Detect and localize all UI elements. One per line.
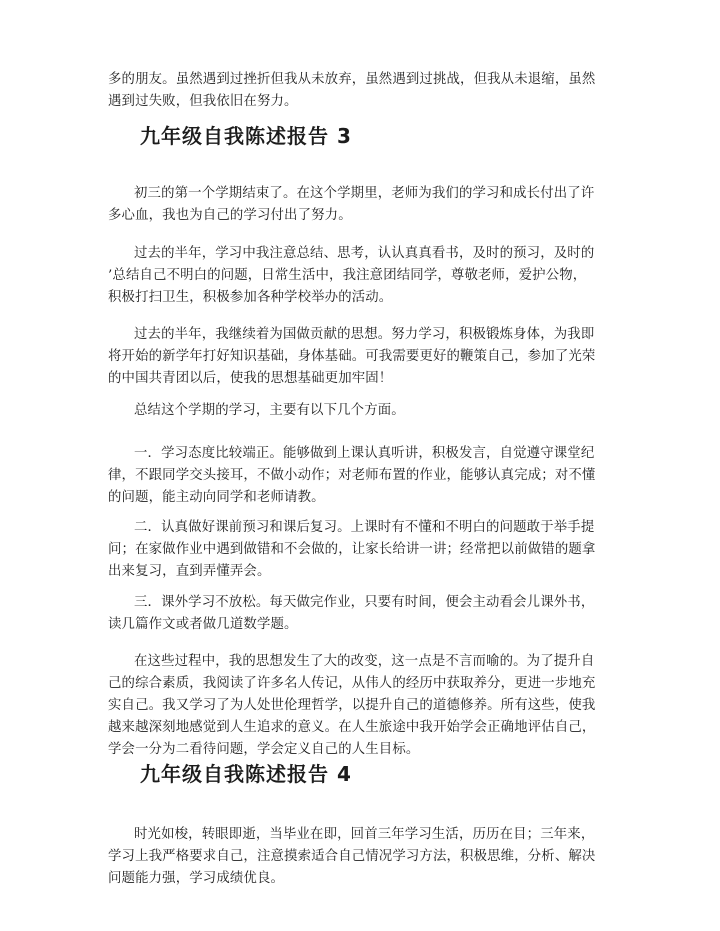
text-line: 积极打扫卫生，积极参加各种学校举办的活动。 [108,290,393,305]
paragraph-study-habits [108,243,618,309]
text-line: 的中国共青团以后，使我的思想基础更加牢固！ [108,371,393,386]
text-line: 律，不跟同学交头接耳，不做小动作；对老师布置的作业，能够认真完成；对不懂 [108,468,596,483]
paragraph-point-two [108,517,618,583]
text-line: 一．学习态度比较端正。能够做到上课认真听讲，积极发言，自觉遵守课堂纪 [134,446,595,461]
text-line: 实自己。我又学习了为人处世伦理哲学，以提升自己的道德修养。所有这些，使我 [108,698,596,713]
text-line: 问题能力强，学习成绩优良。 [108,871,285,886]
text-line: 三．课外学习不放松。每天做完作业，只要有时间，便会主动看会儿课外书， [134,595,595,610]
section-heading-4: 九年级自我陈述报告 4 [140,762,352,786]
text-line: 总结这个学期的学习，主要有以下几个方面。 [134,403,405,418]
text-line: 过去的半年，学习中我注意总结、思考，认认真真看书，及时的预习，及时的 [134,246,595,261]
paragraph-semester-end [108,183,618,227]
text-line: 遇到过失败，但我依旧在努力。 [108,94,298,109]
paragraph-point-three [108,592,618,636]
text-line: 初三的第一个学期结束了。在这个学期里，老师为我们的学习和成长付出了许 [134,186,595,201]
text-line: 多心血，我也为自己的学习付出了努力。 [108,208,352,223]
paragraph-reflection [108,651,618,761]
text-line: 时光如梭，转眼即逝，当毕业在即，回首三年学习生活，历历在目；三年来， [134,827,595,842]
text-line: 将开始的新学年打好知识基础，身体基础。可我需要更好的鞭策自己，参加了光荣 [108,349,596,364]
section-heading-3: 九年级自我陈述报告 3 [140,124,352,148]
intro-paragraph [108,69,618,113]
paragraph-ideology [108,324,618,390]
text-line: 的问题，能主动向同学和老师请教。 [108,490,325,505]
text-line: 己的综合素质，我阅读了许多名人传记，从伟人的经历中获取养分，更进一步地充 [108,676,596,691]
text-line: 越来越深刻地感觉到人生追求的意义。在人生旅途中我开始学会正确地评估自己， [108,720,596,735]
paragraph-point-one [108,443,618,509]
text-line: 读几篇作文或者做几道数学题。 [108,617,298,632]
text-line: 出来复习，直到弄懂弄会。 [108,564,271,579]
text-line: 学习上我严格要求自己，注意摸索适合自己情况学习方法，积极思维，分析、解决 [108,849,596,864]
text-line: ’总结自己不明白的问题，日常生活中，我注意团结同学，尊敬老师，爱护公物， [108,268,587,283]
text-line: 多的朋友。虽然遇到过挫折但我从未放弃，虽然遇到过挑战，但我从未退缩，虽然 [108,72,596,87]
text-line: 过去的半年，我继续着为国做贡献的思想。努力学习，积极锻炼身体，为我即 [134,327,595,342]
paragraph-summary-intro [108,400,618,422]
paragraph-time-flies [108,824,618,890]
text-line: 学会一分为二看待问题，学会定义自己的人生目标。 [108,742,420,757]
text-line: 二．认真做好课前预习和课后复习。上课时有不懂和不明白的问题敢于举手提 [134,520,595,535]
text-line: 在这些过程中，我的思想发生了大的改变，这一点是不言而喻的。为了提升自 [134,654,595,669]
text-line: 问；在家做作业中遇到做错和不会做的，让家长给讲一讲；经常把以前做错的题拿 [108,542,596,557]
